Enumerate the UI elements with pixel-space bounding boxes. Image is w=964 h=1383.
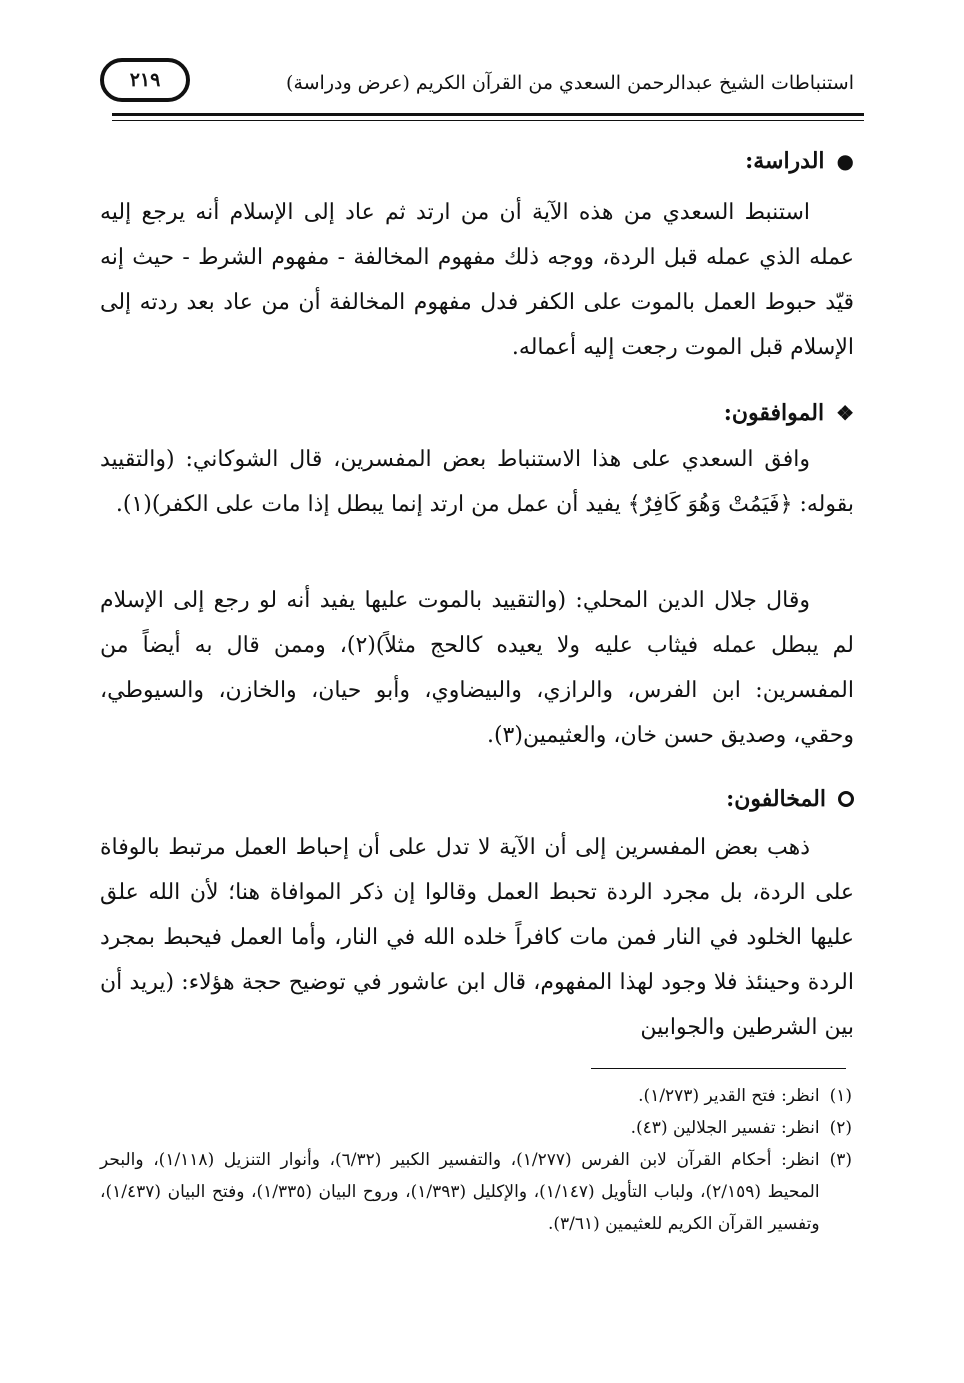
bullet-icon: ● (836, 149, 854, 173)
opposing-heading (726, 786, 854, 812)
running-title: استنباطات الشيخ عبدالرحمن السعدي من القرآن الكريم (عرض ودراسة) (286, 72, 854, 94)
agreeing-paragraph-2 (100, 578, 854, 758)
header-rule-thick (112, 113, 864, 116)
footnote (100, 1112, 852, 1144)
footnote-number: (٢) (829, 1118, 852, 1138)
footnote-text: انظر: فتح القدير (١/٢٧٣). (638, 1086, 820, 1106)
page-number: ٢١٩ (100, 58, 190, 102)
footnote (100, 1080, 852, 1112)
footnote-text: انظر: تفسير الجلالين (٤٣). (630, 1118, 820, 1138)
footnote (100, 1144, 852, 1240)
study-paragraph (100, 190, 854, 370)
circle-bullet-icon (838, 791, 854, 807)
agreeing-heading-text: الموافقون: (723, 400, 825, 426)
footnotes (100, 1080, 852, 1240)
diamond-ornament-icon: ❖ (836, 401, 854, 425)
agreeing-paragraph-1 (100, 437, 854, 527)
agreeing-text-1: وافق السعدي على هذا الاستنباط بعض المفسرين، قال الشوكاني: (والتقييد بقوله: ﴿فَيَمُتْ وَهُوَ كَافِرٌ﴾ يفيد أن عمل من ارتد إنما يبطل إذا مات على الكفر)(١). (100, 447, 854, 517)
footnote-separator (591, 1068, 846, 1069)
header-rule-thin (112, 120, 864, 121)
study-text: استنبط السعدي من هذه الآية أن من ارتد ثم عاد إلى الإسلام أنه يرجع إليه عمله الذي عمله قبل الردة، ووجه ذلك مفهوم المخالفة - مفهوم الشرط - حيث إنه قيّد حبوط العمل بالموت على الكفر فدل مفهوم المخالفة أن من عاد بعد ردته إلى الإسلام قبل الموت رجعت إليه أعماله. (100, 200, 854, 360)
agreeing-heading (724, 400, 854, 426)
opposing-heading-text: المخالفون: (726, 786, 826, 812)
opposing-paragraph (100, 825, 854, 1050)
opposing-text: ذهب بعض المفسرين إلى أن الآية لا تدل على أن إحباط العمل مرتبط بالوفاة على الردة، بل مجرد الردة تحبط العمل وقالوا إن ذكر الموافاة هنا؛ لأن الله علق عليها الخلود في النار فمن مات كافراً خلده الله في النار، وأما العمل فيحبط بمجرد الردة وحينئذ فلا وجود لهذا المفهوم، قال ابن عاشور في توضيح حجة هؤلاء: (يريد أن بين الشرطين والجوابين (100, 835, 854, 1040)
footnote-number: (١) (829, 1086, 852, 1106)
footnote-text: انظر: أحكام القرآن لابن الفرس (١/٢٧٧)، والتفسير الكبير (٦/٣٢)، وأنوار التنزيل (١/١١٨)، والبحر المحيط (٢/١٥٩)، ولباب التأويل (١/١٤٧)، والإكليل (١/٣٩٣)، وروح البيان (١/٣٣٥)، وفتح البيان (١/٤٣٧)، وتفسير القرآن الكريم للعثيمين (٣/٦١). (100, 1150, 820, 1234)
study-heading-text: الدراسة: (745, 148, 825, 174)
study-heading (745, 148, 854, 174)
footnote-number: (٣) (829, 1150, 852, 1170)
agreeing-text-2: وقال جلال الدين المحلي: (والتقييد بالموت عليها يفيد أنه لو رجع إلى الإسلام لم يبطل عمله فيثاب عليه ولا يعيده كالحج مثلاً)(٢)، وممن قال به أيضاً من المفسرين: ابن الفرس، والرازي، والبيضاوي، وأبو حيان، والخازن، والسيوطي، وحقي، وصديق حسن خان، والعثيمين(٣). (100, 588, 854, 748)
